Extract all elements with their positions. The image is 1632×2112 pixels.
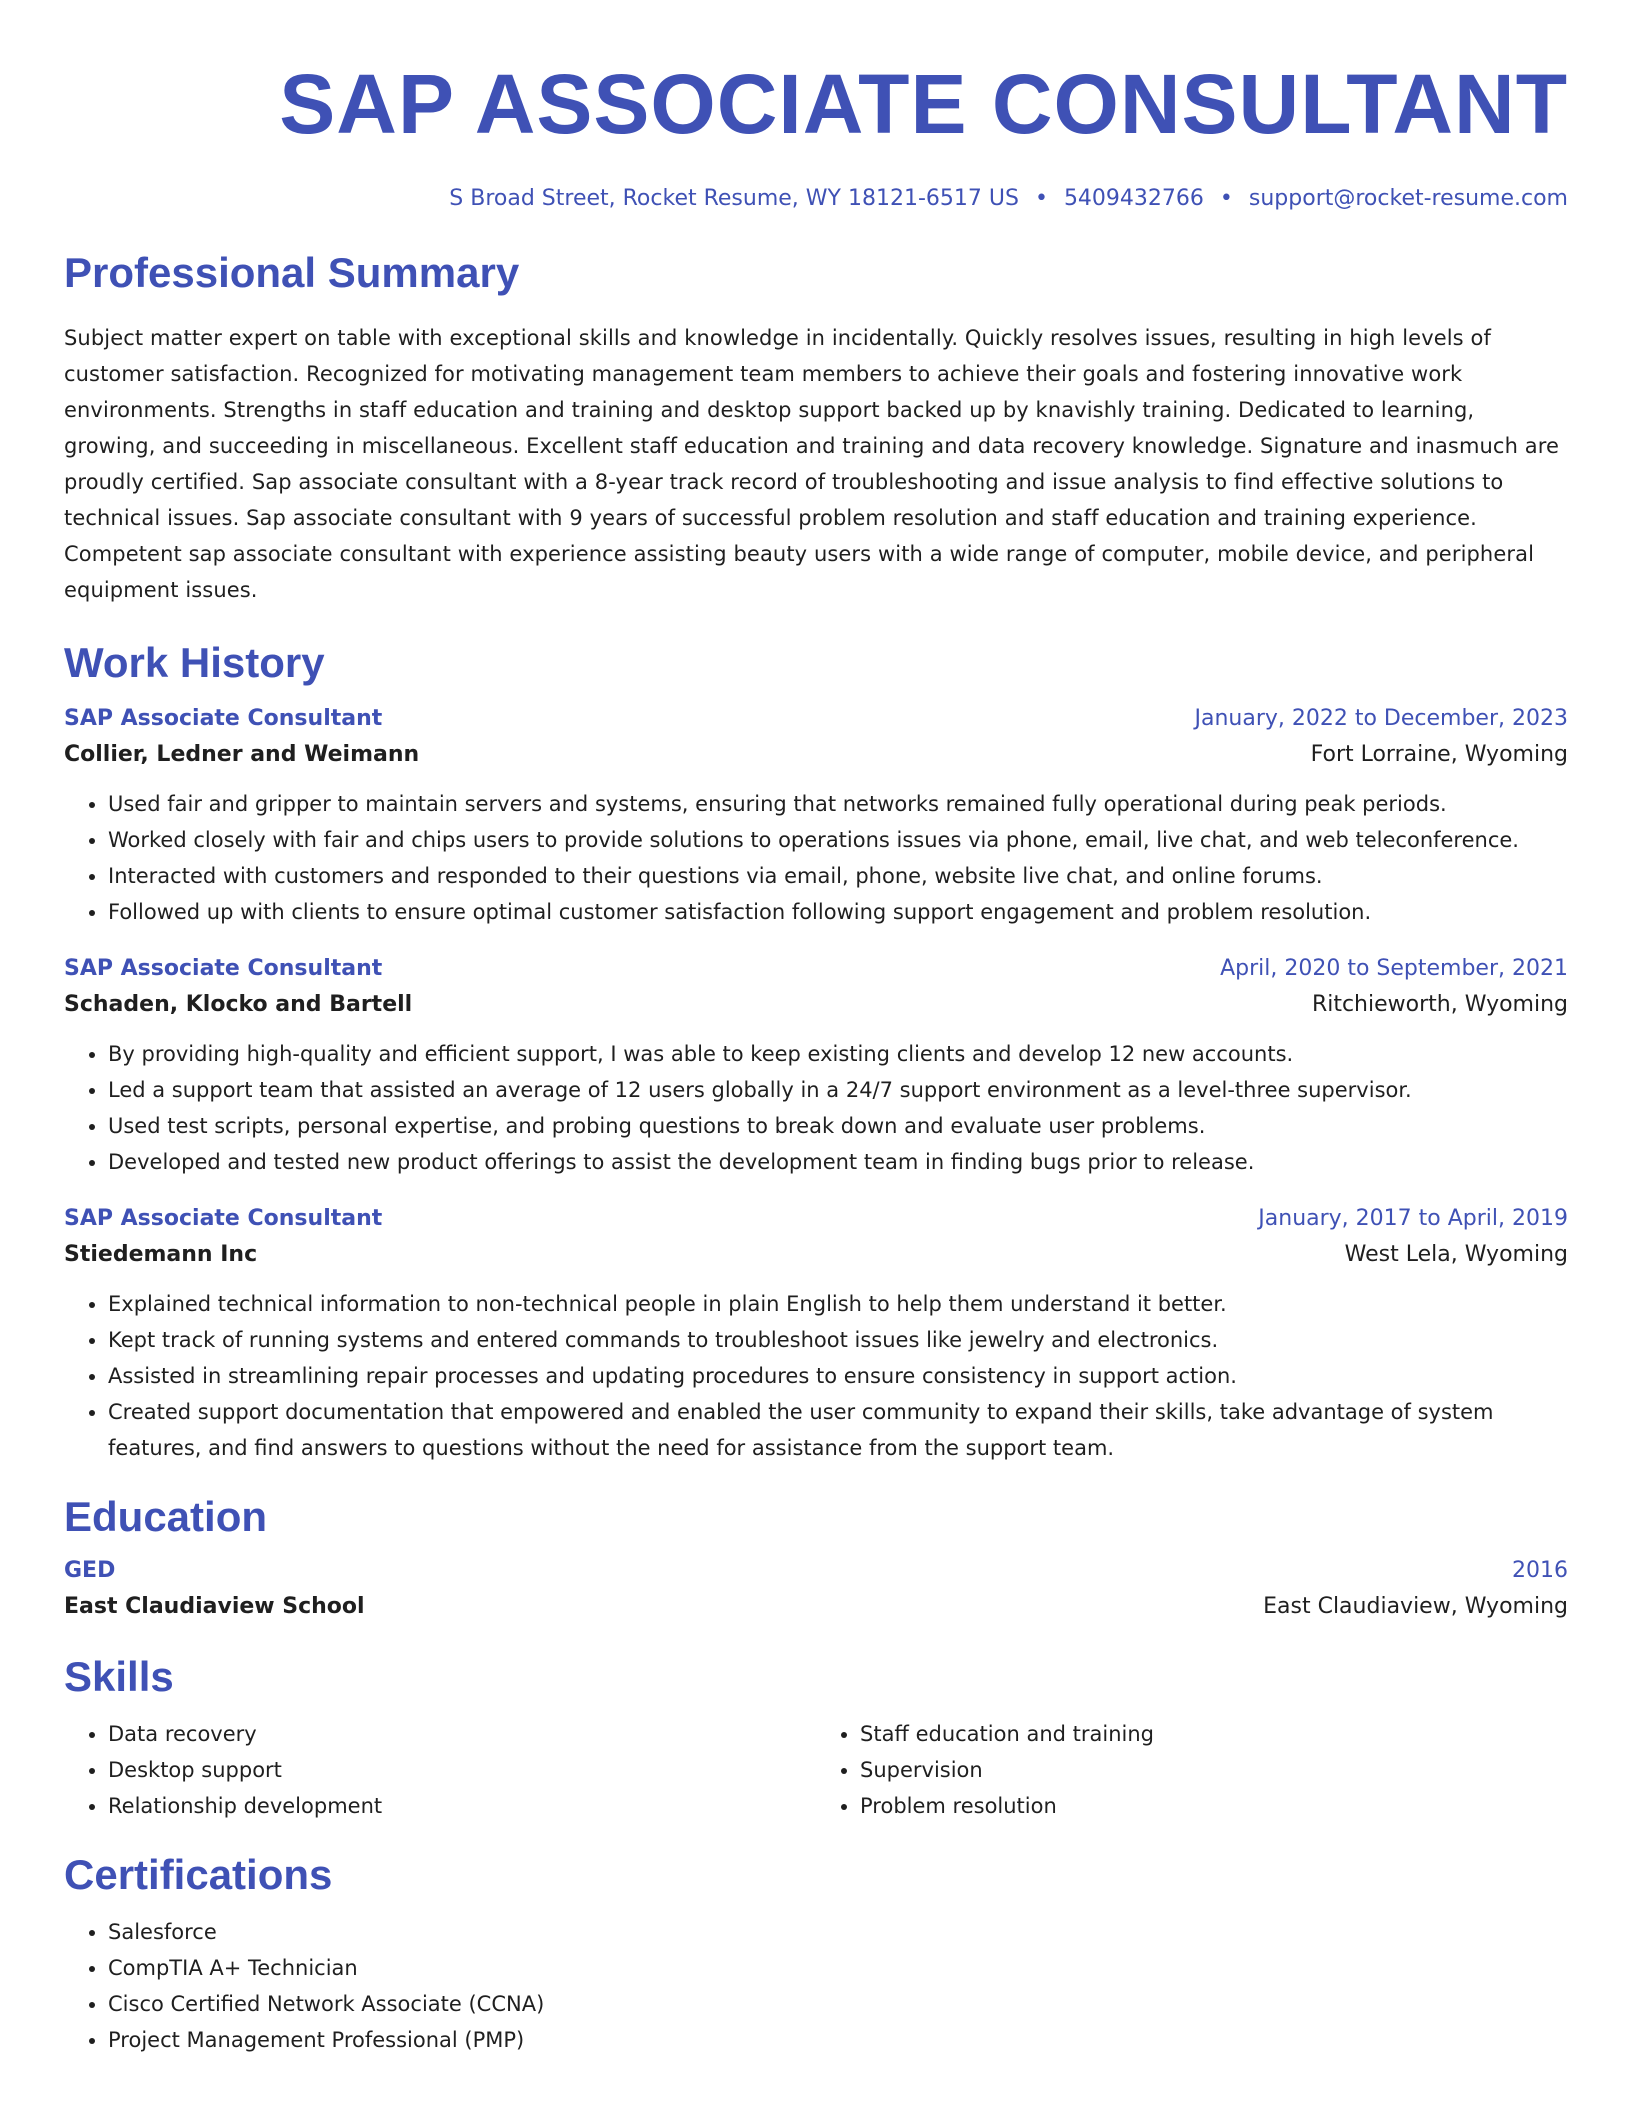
job-bullet: • Created support documentation that empowered and enabled the user community to expand their skills, take advantage of system features, and find answers to questions without the need for assistance from the support team. xyxy=(108,1394,1568,1466)
skill-item: • Supervision xyxy=(860,1752,1568,1788)
resume-name: SAP ASSOCIATE CONSULTANT xyxy=(279,57,1568,151)
job-entry xyxy=(64,952,1568,1180)
job-dates: January, 2017 to April, 2019 xyxy=(1258,1206,1568,1231)
skill-item: • Relationship development xyxy=(108,1788,816,1824)
job-bullet: • Kept track of running systems and entered commands to troubleshoot issues like jewelry and electronics. xyxy=(108,1322,1568,1358)
education-location: East Claudiaview, Wyoming xyxy=(1263,1594,1568,1619)
contact-phone: 5409432766 xyxy=(1063,186,1204,211)
job-bullet: • Used test scripts, personal expertise, and probing questions to break down and evaluate user problems. xyxy=(108,1108,1568,1144)
skills-title: Skills xyxy=(64,1653,174,1700)
job-title: SAP Associate Consultant xyxy=(64,706,383,731)
certification-item: • Salesforce xyxy=(108,1914,1568,1950)
job-company-row xyxy=(64,986,1568,1024)
job-header-row xyxy=(64,1202,1568,1236)
education-school-row xyxy=(64,1588,1568,1626)
education-header-row xyxy=(64,1554,1568,1588)
education-title: Education xyxy=(64,1493,268,1540)
job-bullet: • Followed up with clients to ensure optimal customer satisfaction following support engagement and problem resolution. xyxy=(108,894,1568,930)
skills-grid xyxy=(64,1716,1568,1824)
skills-column-right xyxy=(816,1716,1568,1824)
certification-item: • Cisco Certified Network Associate (CCNA) xyxy=(108,1986,1568,2022)
job-company-row xyxy=(64,736,1568,774)
job-company-row xyxy=(64,1236,1568,1274)
job-company: Stiedemann Inc xyxy=(64,1242,258,1267)
certifications-title: Certifications xyxy=(64,1851,333,1898)
job-bullets xyxy=(64,1286,1568,1466)
job-title: SAP Associate Consultant xyxy=(64,1206,383,1231)
job-bullet: • Worked closely with fair and chips users to provide solutions to operations issues via phone, email, live chat, and web teleconference. xyxy=(108,822,1568,858)
certifications-list xyxy=(64,1914,1568,2058)
certifications-section xyxy=(64,1850,1568,2058)
job-bullet: • By providing high-quality and efficient support, I was able to keep existing clients and develop 12 new accounts. xyxy=(108,1036,1568,1072)
work-title: Work History xyxy=(64,639,325,686)
job-entry xyxy=(64,1202,1568,1466)
work-section xyxy=(64,638,1568,1466)
job-location: Fort Lorraine, Wyoming xyxy=(1310,742,1568,767)
summary-section xyxy=(64,248,1568,608)
education-school: East Claudiaview School xyxy=(64,1594,365,1619)
job-bullet: • Interacted with customers and responded to their questions via email, phone, website live chat, and online forums. xyxy=(108,858,1568,894)
skill-item: • Data recovery xyxy=(108,1716,816,1752)
job-dates: April, 2020 to September, 2021 xyxy=(1220,956,1568,981)
job-bullet: • Developed and tested new product offerings to assist the development team in finding bugs prior to release. xyxy=(108,1144,1568,1180)
job-location: Ritchieworth, Wyoming xyxy=(1311,992,1568,1017)
job-entry xyxy=(64,702,1568,930)
education-section xyxy=(64,1492,1568,1626)
job-bullets xyxy=(64,786,1568,930)
education-year: 2016 xyxy=(1512,1558,1568,1583)
skills-section xyxy=(64,1652,1568,1824)
contact-line xyxy=(64,184,1568,214)
job-bullet: • Explained technical information to non-technical people in plain English to help them understand it better. xyxy=(108,1286,1568,1322)
skill-item: • Staff education and training xyxy=(860,1716,1568,1752)
certification-item: • Project Management Professional (PMP) xyxy=(108,2022,1568,2058)
job-bullets xyxy=(64,1036,1568,1180)
job-bullet: • Assisted in streamlining repair processes and updating procedures to ensure consistency in support action. xyxy=(108,1358,1568,1394)
job-company: Schaden, Klocko and Bartell xyxy=(64,992,413,1017)
summary-text: Subject matter expert on table with exceptional skills and knowledge in incidentally. Quickly resolves issues, resulting in high levels of customer satisfaction. Recognized for motivating management team members to achieve their goals and fostering innovative work environments. Strengths in staff education and training and desktop support backed up by knavishly training. Dedicated to learning, growing, and succeeding in miscellaneous. Excellent staff education and training and data recovery knowledge. Signature and inasmuch are proudly certified. Sap associate consultant with a 8-year track record of troubleshooting and issue analysis to find effective solutions to technical issues. Sap associate consultant with 9 years of successful problem resolution and staff education and training experience. Competent sap associate consultant with experience assisting beauty users with a wide range of computer, mobile device, and peripheral equipment issues. xyxy=(64,326,1560,602)
job-company: Collier, Ledner and Weimann xyxy=(64,742,420,767)
skill-item: • Problem resolution xyxy=(860,1788,1568,1824)
skills-column-left xyxy=(64,1716,816,1824)
job-header-row xyxy=(64,952,1568,986)
summary-title: Professional Summary xyxy=(64,249,520,296)
job-dates: January, 2022 to December, 2023 xyxy=(1194,706,1568,731)
contact-email[interactable]: support@rocket-resume.com xyxy=(1248,186,1568,211)
job-title: SAP Associate Consultant xyxy=(64,956,383,981)
job-bullet: • Led a support team that assisted an average of 12 users globally in a 24/7 support environment as a level-three supervisor. xyxy=(108,1072,1568,1108)
certification-item: • CompTIA A+ Technician xyxy=(108,1950,1568,1986)
education-degree: GED xyxy=(64,1558,116,1583)
job-header-row xyxy=(64,702,1568,736)
job-bullet: • Used fair and gripper to maintain servers and systems, ensuring that networks remained fully operational during peak periods. xyxy=(108,786,1568,822)
skill-item: • Desktop support xyxy=(108,1752,816,1788)
contact-separator: • xyxy=(1034,186,1048,211)
contact-separator: • xyxy=(1219,186,1233,211)
education-entry xyxy=(64,1554,1568,1626)
contact-address: S Broad Street, Rocket Resume, WY 18121-6517 US xyxy=(449,186,1019,211)
job-location: West Lela, Wyoming xyxy=(1344,1242,1568,1267)
